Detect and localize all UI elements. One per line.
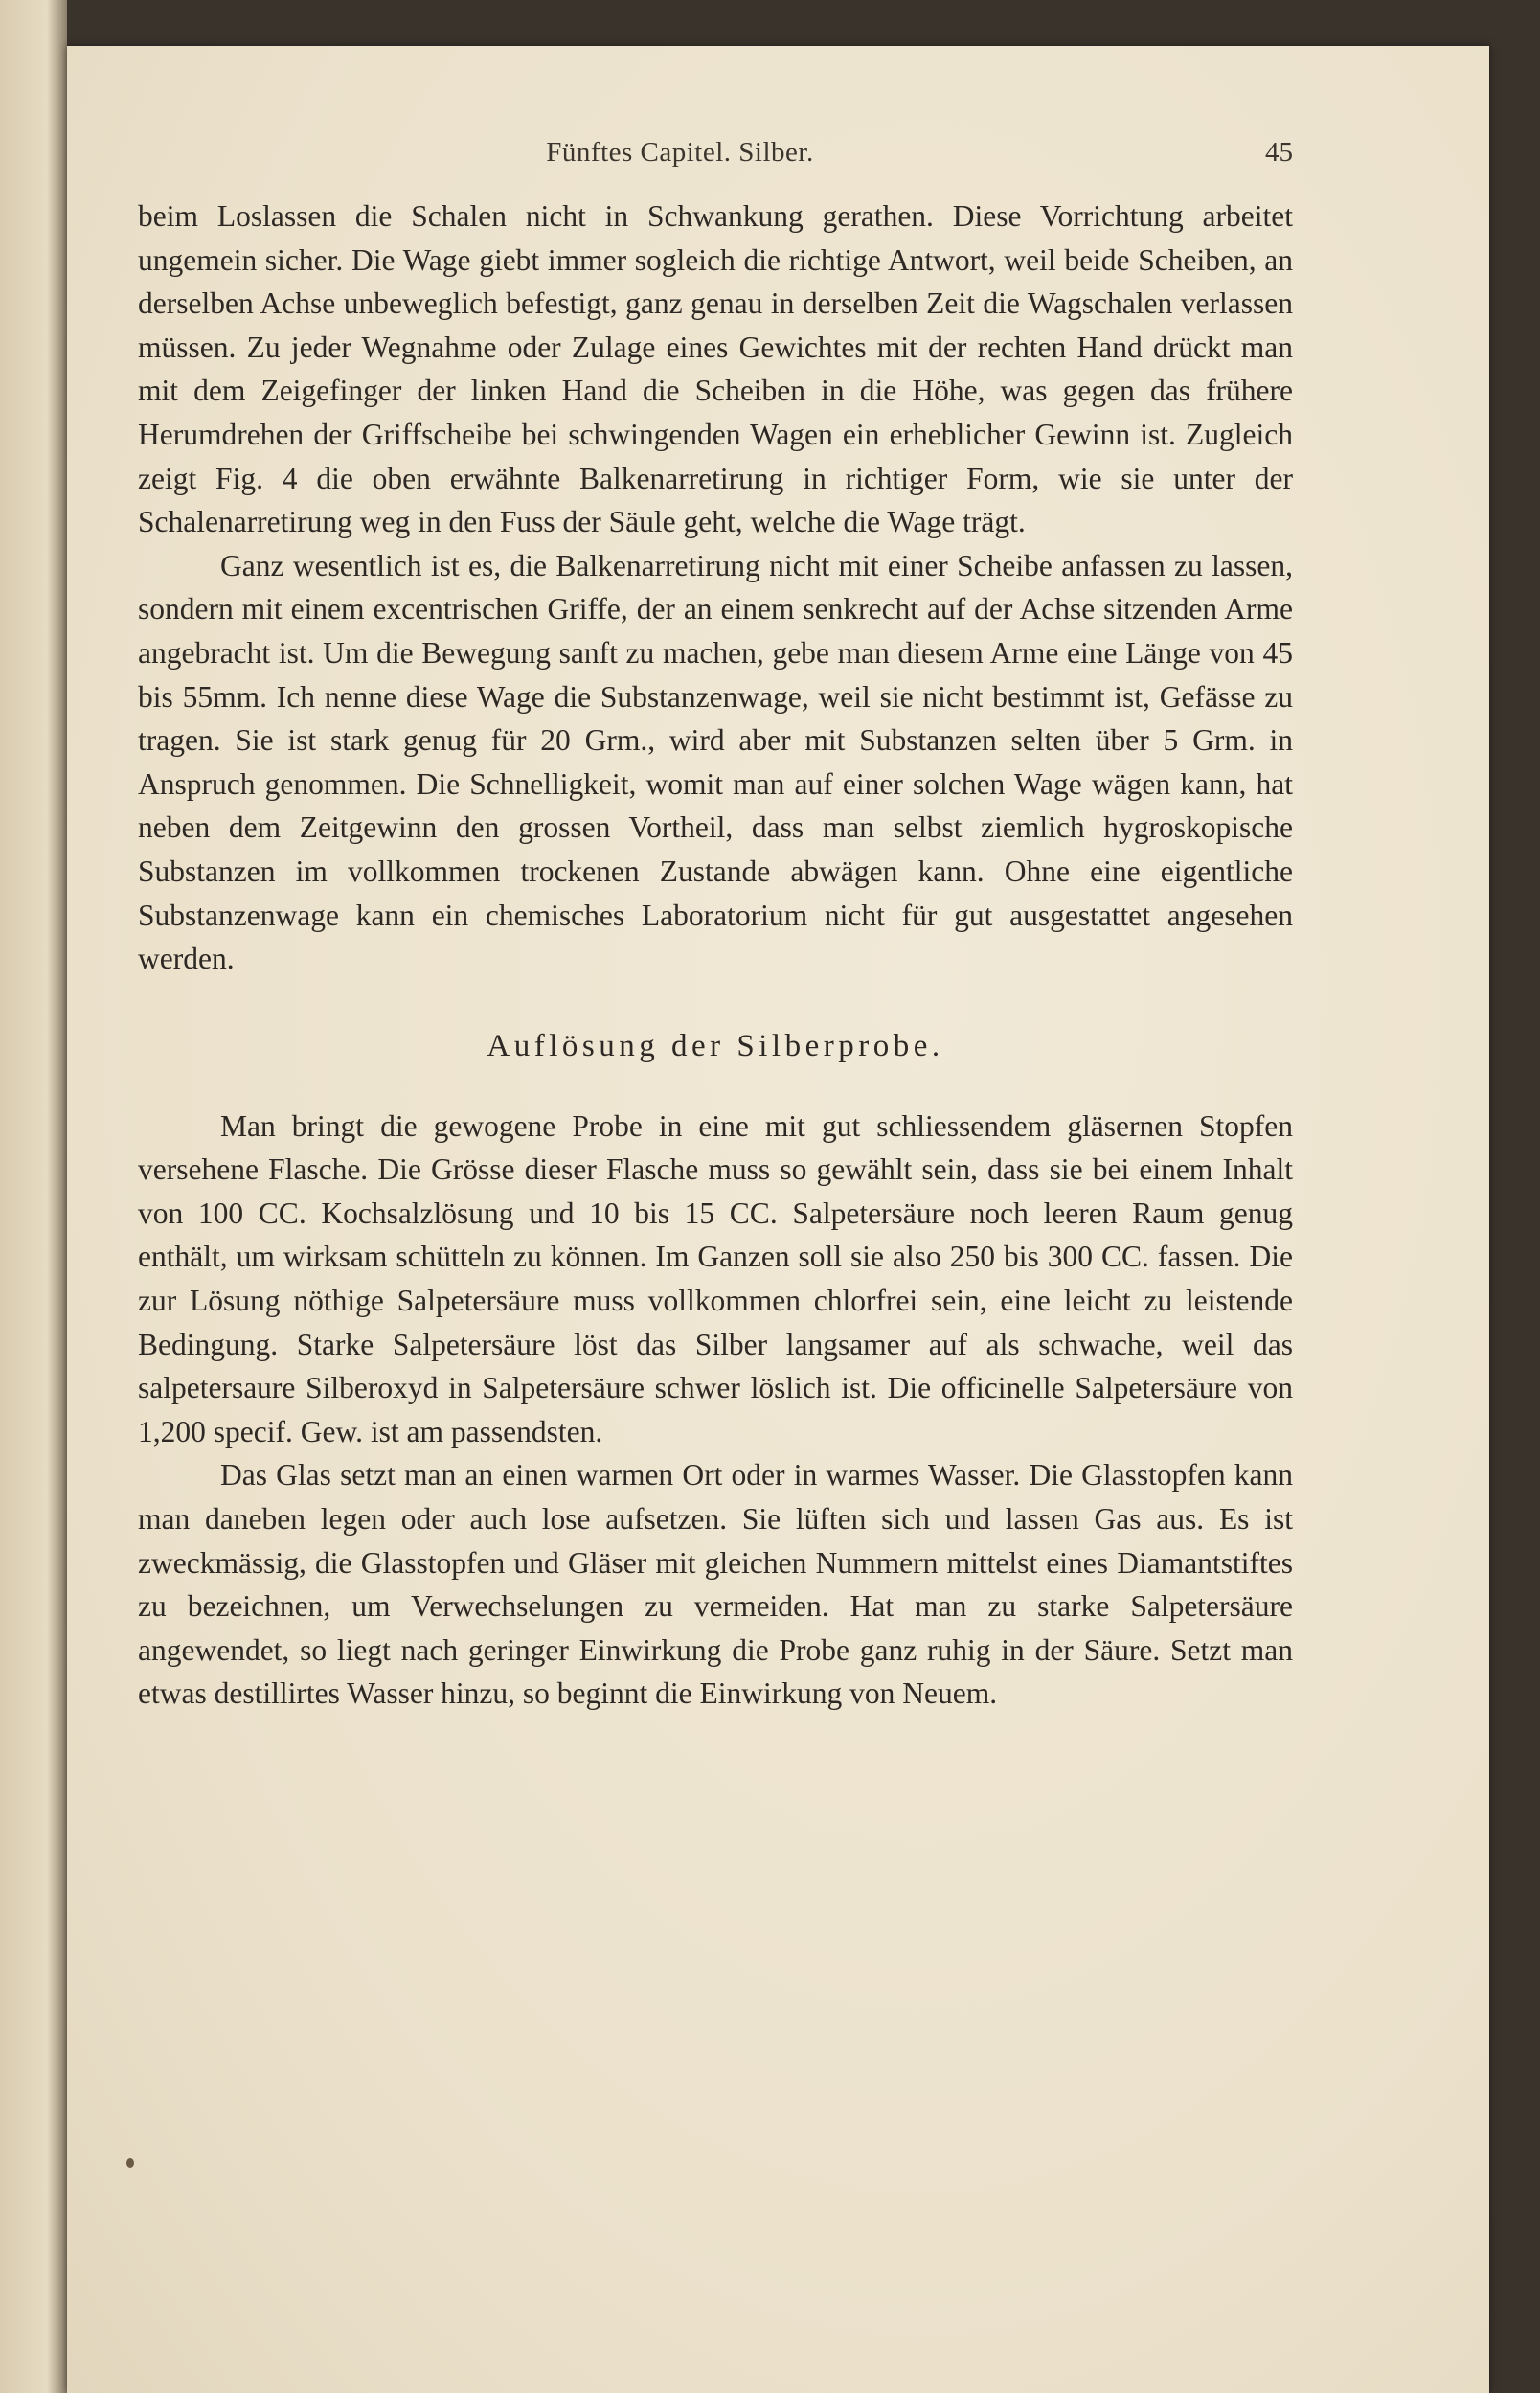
paragraph-continued: beim Loslassen die Schalen nicht in Schwankung gerathen. Diese Vorrichtung arbeitet ungemein sicher. Die Wage giebt immer sogleich die richtige Antwort, weil beide Scheiben, an derselben Achse unbeweglich befestigt, ganz genau in derselben Zeit die Wagschalen verlassen müssen. Zu jeder Wegnahme oder Zulage eines Gewichtes mit der rechten Hand drückt man mit dem Zeigefinger der linken Hand die Scheiben in die Höhe, was gegen das frühere Herumdrehen der Griffscheibe bei schwingenden Wagen ein erheblicher Gewinn ist. Zugleich zeigt Fig. 4 die oben erwähnte Balkenarretirung in richtiger Form, wie sie unter der Schalenarretirung weg in den Fuss der Säule geht, welche die Wage trägt. (138, 199, 1293, 539)
section-heading: Auflösung der Silberprobe. (487, 1028, 944, 1063)
previous-page-edge (0, 0, 67, 2393)
running-title: Fünftes Capitel. Silber. (546, 137, 814, 168)
running-header (67, 137, 1293, 175)
page-body (138, 194, 1293, 1716)
page-number: 45 (1265, 137, 1293, 168)
paragraph: Man bringt die gewogene Probe in eine mit gut schliessendem gläsernen Stopfen versehene Flasche. Die Grösse dieser Flasche muss so gewählt sein, dass sie bei einem Inhalt von 100 CC. Kochsalzlösung und 10 bis 15 CC. Salpetersäure noch leeren Raum genug enthält, um wirksam schütteln zu können. Im Ganzen soll sie also 250 bis 300 CC. fassen. Die zur Lösung nöthige Salpetersäure muss vollkommen chlorfrei sein, eine leicht zu leistende Bedingung. Starke Salpetersäure löst das Silber langsamer auf als schwache, weil das salpetersaure Silberoxyd in Salpetersäure schwer löslich ist. Die officinelle Salpetersäure von 1,200 specif. Gew. ist am passendsten. (138, 1108, 1293, 1448)
ink-spot (126, 2158, 134, 2168)
paragraph: Das Glas setzt man an einen warmen Ort oder in warmes Wasser. Die Glasstopfen kann man daneben legen oder auch lose aufsetzen. Sie lüften sich und lassen Gas aus. Es ist zweckmässig, die Glasstopfen und Gläser mit gleichen Nummern mittelst eines Diamantstiftes zu bezeichnen, um Verwechselungen zu vermeiden. Hat man zu starke Salpetersäure angewendet, so liegt nach geringer Einwirkung die Probe ganz ruhig in der Säure. Setzt man etwas destillirtes Wasser hinzu, so beginnt die Einwirkung von Neuem. (138, 1458, 1293, 1711)
paragraph: Ganz wesentlich ist es, die Balkenarretirung nicht mit einer Scheibe anfassen zu lassen, sondern mit einem excentrischen Griffe, der an einem senkrecht auf der Achse sitzenden Arme angebracht ist. Um die Bewegung sanft zu machen, gebe man diesem Arme eine Länge von 45 bis 55mm. Ich nenne diese Wage die Substanzenwage, weil sie nicht bestimmt ist, Gefässe zu tragen. Sie ist stark genug für 20 Grm., wird aber mit Substanzen selten über 5 Grm. in Anspruch genommen. Die Schnelligkeit, womit man auf einer solchen Wage wägen kann, hat neben dem Zeitgewinn den grossen Vortheil, dass man selbst ziemlich hygroskopische Substanzen im vollkommen trockenen Zustande abwägen kann. Ohne eine eigentliche Substanzenwage kann ein chemisches Laboratorium nicht für gut ausgestattet angesehen werden. (138, 548, 1293, 976)
